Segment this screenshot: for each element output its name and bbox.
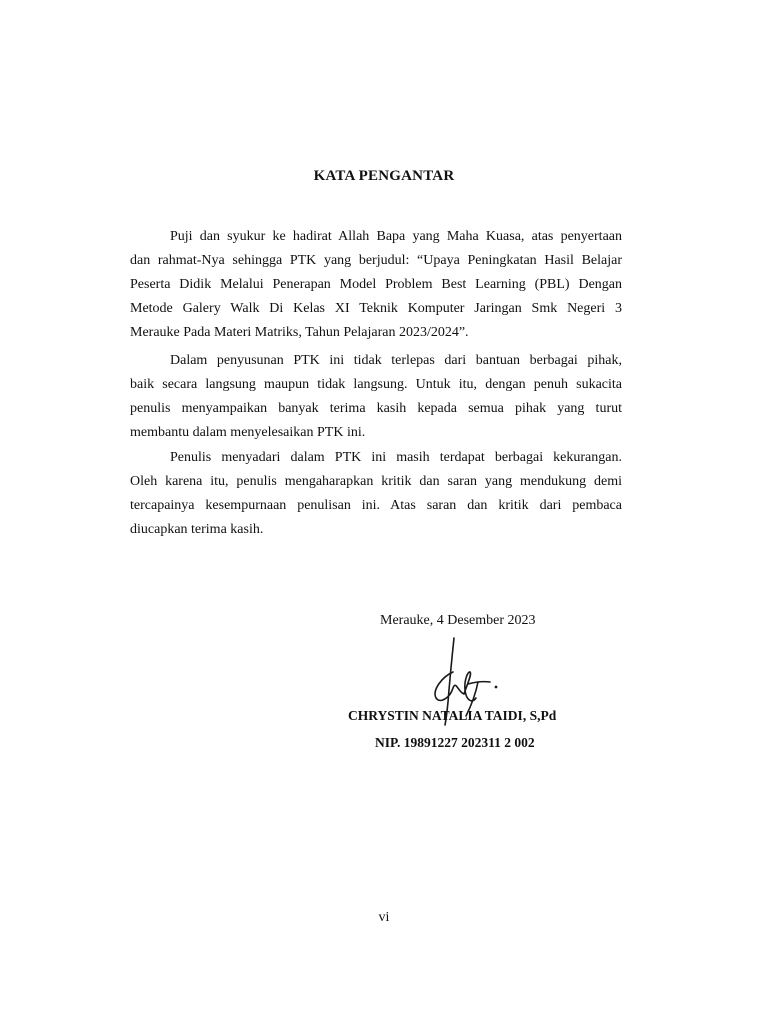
paragraph-1-line-4: Metode Galery Walk Di Kelas XI Teknik Komputer Jaringan Smk Negeri 3: [130, 301, 622, 316]
paragraph-3-line-2: Oleh karena itu, penulis mengaharapkan kritik dan saran yang mendukung demi: [130, 474, 622, 489]
signer-name: CHRYSTIN NATALIA TAIDI, S,Pd: [348, 708, 557, 723]
signer-nip: NIP. 19891227 202311 2 002: [375, 735, 535, 750]
paragraph-3-line-3: tercapainya kesempurnaan penulisan ini. Atas saran dan kritik dari pembaca: [130, 498, 622, 513]
paragraph-1-line-3: Peserta Didik Melalui Penerapan Model Problem Best Learning (PBL) Dengan: [130, 277, 622, 292]
page-number: vi: [378, 910, 390, 925]
paragraph-2-line-4: membantu dalam menyelesaikan PTK ini.: [130, 425, 366, 440]
paragraph-1-line-5: Merauke Pada Materi Matriks, Tahun Pelajaran 2023/2024”.: [130, 325, 469, 340]
paragraph-2-line-2: baik secara langsung maupun tidak langsung. Untuk itu, dengan penuh sukacita: [130, 377, 622, 392]
page-title: KATA PENGANTAR: [313, 168, 455, 184]
paragraph-1-line-1: Puji dan syukur ke hadirat Allah Bapa yang Maha Kuasa, atas penyertaan: [170, 229, 622, 244]
paragraph-3-line-1: Penulis menyadari dalam PTK ini masih terdapat berbagai kekurangan.: [170, 450, 622, 465]
paragraph-2-line-3: penulis menyampaikan banyak terima kasih kepada semua pihak yang turut: [130, 401, 622, 416]
paragraph-2-line-1: Dalam penyusunan PTK ini tidak terlepas dari bantuan berbagai pihak,: [170, 353, 622, 368]
place-date: Merauke, 4 Desember 2023: [380, 613, 536, 628]
paragraph-3-line-4: diucapkan terima kasih.: [130, 522, 264, 537]
paragraph-1-line-2: dan rahmat-Nya sehingga PTK yang berjudul: “Upaya Peningkatan Hasil Belajar: [130, 253, 622, 268]
